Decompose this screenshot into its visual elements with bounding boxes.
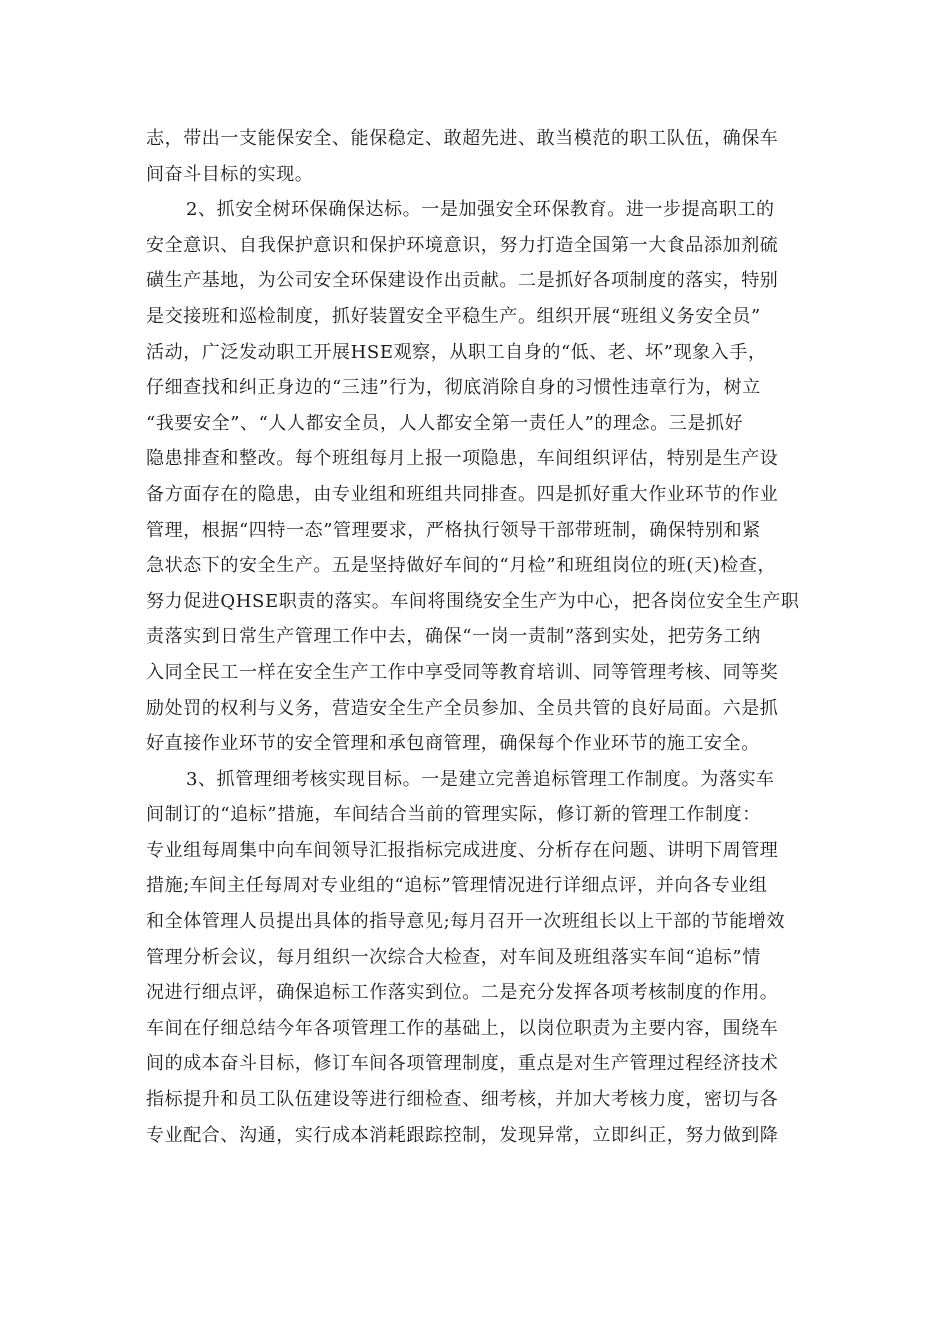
- text-line: 措施;车间主任每周对专业组的“追标”管理情况进行详细点评，并向各专业组: [146, 875, 768, 897]
- text-line: 入同全民工一样在安全生产工作中享受同等教育培训、同等管理考核、同等奖: [146, 661, 779, 683]
- text-line: 责落实到日常生产管理工作中去，确保“一岗一责制”落到实处，把劳务工纳: [146, 626, 761, 648]
- text-line: 专业配合、沟通，实行成本消耗跟踪控制，发现异常，立即纠正，努力做到降: [146, 1124, 779, 1146]
- text-line: 和全体管理人员提出具体的指导意见;每月召开一次班组长以上干部的节能增效: [146, 911, 786, 933]
- text-line: 备方面存在的隐患，由专业组和班组共同排查。四是抓好重大作业环节的作业: [146, 483, 779, 505]
- text-line: 间的成本奋斗目标，修订车间各项管理制度，重点是对生产管理过程经济技术: [146, 1053, 779, 1075]
- text-line: 间奋斗目标的实现。: [146, 163, 314, 185]
- text-line: 间制订的“追标”措施，车间结合当前的管理实际，修订新的管理工作制度：: [146, 804, 761, 826]
- text-line: 好直接作业环节的安全管理和承包商管理，确保每个作业环节的施工安全。: [146, 733, 760, 755]
- text-line: 管理分析会议，每月组织一次综合大检查，对车间及班组落实车间“追标”情: [146, 946, 761, 968]
- text-line: 安全意识、自我保护意识和保护环境意识，努力打造全国第一大食品添加剂硫: [146, 234, 779, 256]
- text-line: 志，带出一支能保安全、能保稳定、敢超先进、敢当模范的职工队伍，确保车: [146, 128, 779, 149]
- text-line: 励处罚的权利与义务，营造安全生产全员参加、全员共管的良好局面。六是抓: [146, 697, 779, 719]
- text-line: 急状态下的安全生产。五是坚持做好车间的“月检”和班组岗位的班(天)检查，: [146, 555, 777, 577]
- text-line: 努力促进QHSE职责的落实。车间将围绕安全生产为中心，把各岗位安全生产职: [146, 590, 800, 612]
- text-line: 况进行细点评，确保追标工作落实到位。二是充分发挥各项考核制度的作用。: [146, 982, 779, 1004]
- text-line: 2、抓安全树环保确保达标。一是加强安全环保教育。进一步提高职工的: [186, 199, 775, 221]
- text-line: “我要安全”、“人人都安全员，人人都安全第一责任人”的理念。三是抓好: [146, 412, 744, 434]
- text-line: 管理，根据“四特一态”管理要求，严格执行领导干部带班制，确保特别和紧: [146, 519, 761, 541]
- text-line: 隐患排查和整改。每个班组每月上报一项隐患，车间组织评估，特别是生产设: [146, 448, 779, 470]
- text-line: 磺生产基地，为公司安全环保建设作出贡献。二是抓好各项制度的落实，特别: [146, 270, 779, 292]
- body-text: [146, 121, 806, 1153]
- text-line: 专业组每周集中向车间领导汇报指标完成进度、分析存在问题、讲明下周管理: [146, 839, 779, 861]
- text-line: 车间在仔细总结今年各项管理工作的基础上，以岗位职责为主要内容，围绕车: [146, 1017, 779, 1039]
- text-line: 是交接班和巡检制度，抓好装置安全平稳生产。组织开展“班组义务安全员”: [146, 305, 761, 327]
- text-line: 活动，广泛发动职工开展HSE观察，从职工自身的“低、老、坏”现象入手，: [146, 341, 767, 363]
- text-line: 3、抓管理细考核实现目标。一是建立完善追标管理工作制度。为落实车: [186, 768, 775, 790]
- text-line: 仔细查找和纠正身边的“三违”行为，彻底消除自身的习惯性违章行为，树立: [146, 377, 761, 399]
- text-line: 指标提升和员工队伍建设等进行细检查、细考核，并加大考核力度，密切与各: [146, 1089, 779, 1111]
